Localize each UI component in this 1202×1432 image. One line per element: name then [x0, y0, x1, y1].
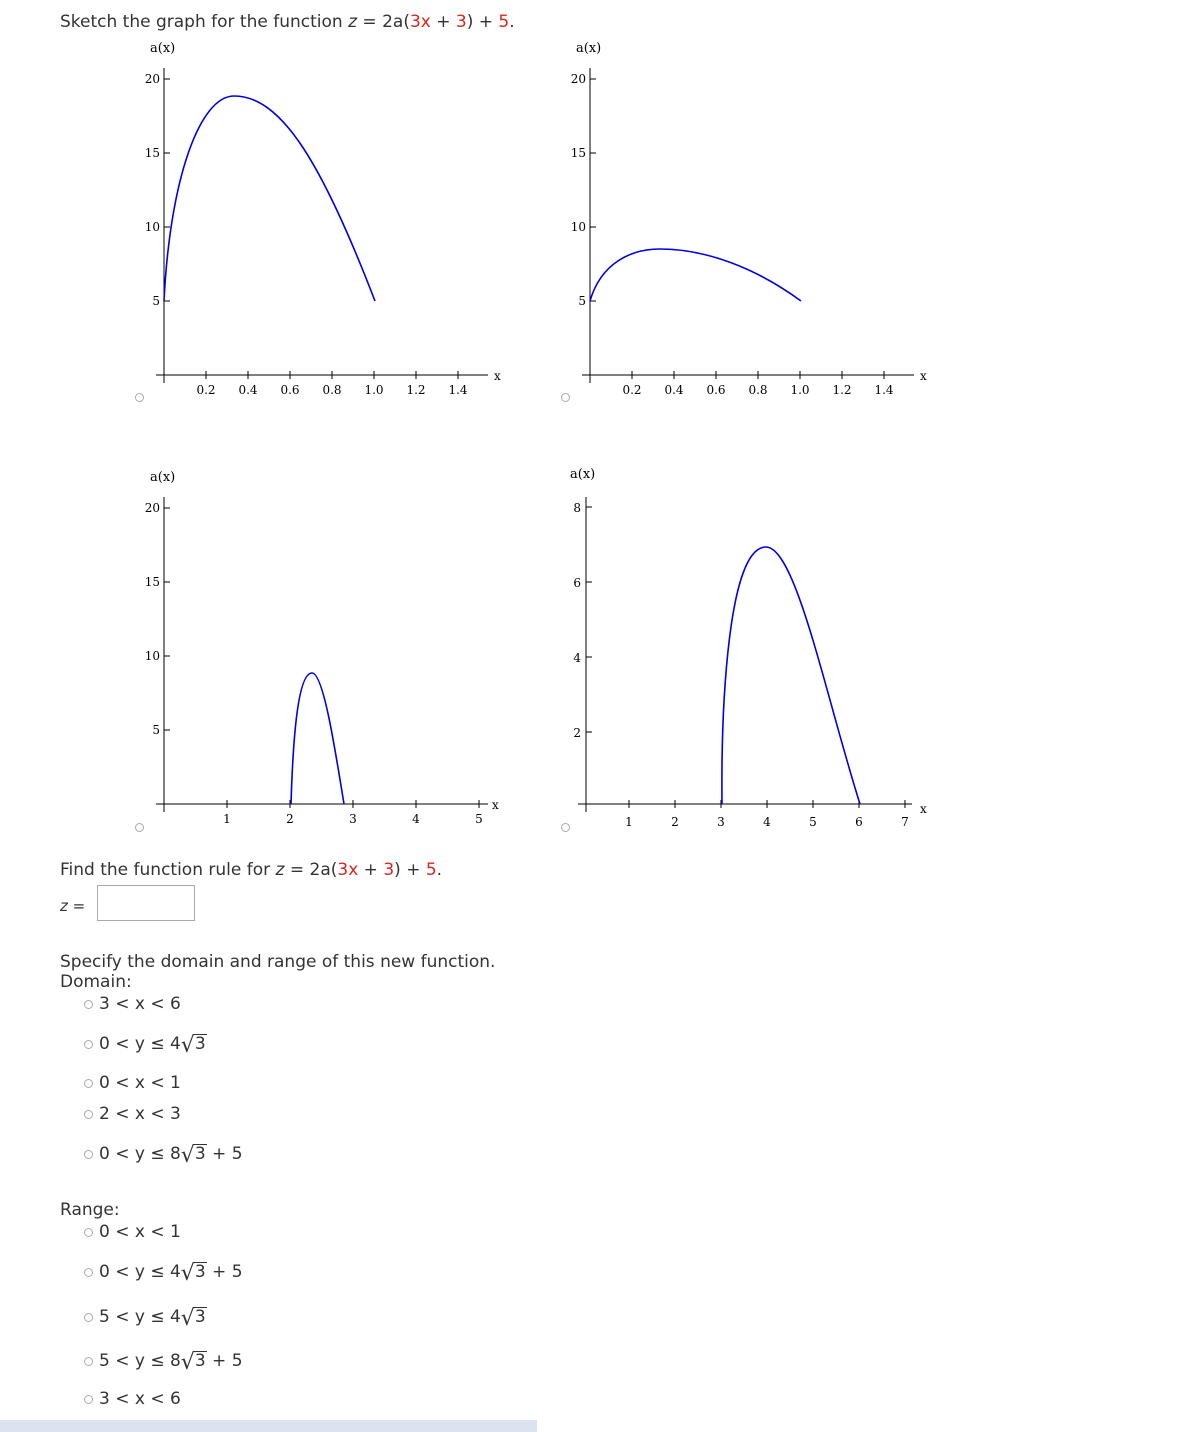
question-function-rule-prompt: Find the function rule for z = 2a(3x + 3) + 5. [60, 860, 443, 880]
x-tick-label: 0.4 [664, 383, 684, 397]
y-tick-label: 10 [144, 649, 160, 663]
y-tick-label: 10 [144, 220, 160, 234]
x-tick-label: 0.2 [196, 383, 216, 397]
y-tick-label: 15 [144, 146, 160, 160]
range-option[interactable]: 5 < y ≤ 4√3 [84, 1303, 207, 1328]
y-tick-label: 2 [573, 726, 581, 740]
range-option[interactable]: 0 < x < 1 [84, 1222, 181, 1242]
function-rule-input[interactable] [97, 885, 195, 921]
x-tick-label: 4 [763, 815, 771, 829]
curve-d [722, 547, 860, 804]
curve-c [291, 673, 344, 804]
y-tick-label: 15 [570, 146, 586, 160]
y-tick-label: 5 [152, 723, 160, 737]
domain-option[interactable]: 0 < y ≤ 8√3 + 5 [84, 1140, 243, 1165]
domain-option[interactable]: 0 < y ≤ 4√3 [84, 1030, 207, 1055]
x-tick-label: 0.4 [238, 383, 258, 397]
graph-d-svg [556, 467, 936, 837]
y-tick-label: 5 [152, 294, 160, 308]
x-tick-label: 7 [901, 815, 909, 829]
x-tick-label: 1 [223, 812, 231, 826]
y-axis-label: a(x) [570, 467, 596, 482]
domain-radio[interactable] [84, 1079, 93, 1088]
question-sketch-prompt: Sketch the graph for the function z = 2a(3x + 3) + 5. [60, 12, 515, 32]
footer-bar [0, 1420, 537, 1432]
domain-label: Domain: [60, 972, 132, 992]
graph-option-b [556, 38, 936, 413]
x-tick-label: 0.2 [622, 383, 642, 397]
graph-b-svg [556, 38, 936, 408]
y-tick-label: 8 [573, 501, 581, 515]
y-axis-label: a(x) [150, 470, 176, 485]
y-tick-label: 4 [573, 651, 581, 665]
domain-range-prompt: Specify the domain and range of this new function. [60, 952, 496, 972]
x-tick-label: 2 [286, 812, 294, 826]
x-tick-label: 1.2 [406, 383, 426, 397]
sqrt-symbol: √3 [180, 1350, 206, 1375]
sqrt-symbol: √3 [180, 1033, 206, 1058]
y-axis-label: a(x) [576, 41, 602, 56]
x-axis-label: x [920, 802, 927, 816]
domain-radio[interactable] [84, 1040, 93, 1049]
graph-b-radio[interactable] [561, 393, 570, 402]
range-radio[interactable] [84, 1395, 93, 1404]
x-tick-label: 5 [475, 812, 483, 826]
range-option[interactable]: 0 < y ≤ 4√3 + 5 [84, 1258, 243, 1283]
y-tick-label: 20 [144, 501, 160, 515]
x-tick-label: 1 [625, 815, 633, 829]
x-tick-label: 4 [412, 812, 420, 826]
y-tick-label: 5 [578, 294, 586, 308]
sqrt-symbol: √3 [180, 1306, 206, 1331]
graph-c-radio[interactable] [135, 823, 144, 832]
x-tick-label: 0.8 [322, 383, 342, 397]
x-tick-label: 1.0 [790, 383, 810, 397]
y-tick-label: 6 [573, 576, 581, 590]
y-tick-label: 15 [144, 575, 160, 589]
curve-a [164, 96, 375, 301]
x-tick-label: 1.2 [832, 383, 852, 397]
range-radio[interactable] [84, 1268, 93, 1277]
x-tick-label: 1.0 [364, 383, 384, 397]
x-tick-label: 0.6 [280, 383, 300, 397]
x-tick-label: 1.4 [448, 383, 468, 397]
x-axis-label: x [920, 369, 927, 383]
range-option[interactable]: 3 < x < 6 [84, 1389, 181, 1409]
x-tick-label: 0.8 [748, 383, 768, 397]
range-radio[interactable] [84, 1357, 93, 1366]
x-tick-label: 5 [809, 815, 817, 829]
curve-b [590, 249, 801, 301]
x-axis-label: x [492, 798, 499, 812]
sqrt-symbol: √3 [180, 1261, 206, 1286]
range-radio[interactable] [84, 1313, 93, 1322]
x-tick-label: 1.4 [874, 383, 894, 397]
graph-c-svg [130, 467, 510, 837]
y-axis-label: a(x) [150, 41, 176, 56]
y-tick-label: 10 [570, 220, 586, 234]
graph-option-c [130, 467, 510, 842]
x-tick-label: 3 [717, 815, 725, 829]
domain-option[interactable]: 3 < x < 6 [84, 994, 181, 1014]
x-tick-label: 2 [671, 815, 679, 829]
x-tick-label: 3 [349, 812, 357, 826]
domain-option[interactable]: 2 < x < 3 [84, 1104, 181, 1124]
y-tick-label: 20 [144, 72, 160, 86]
domain-radio[interactable] [84, 1150, 93, 1159]
graph-a-radio[interactable] [135, 393, 144, 402]
domain-radio[interactable] [84, 1110, 93, 1119]
range-label: Range: [60, 1200, 120, 1220]
x-axis-label: x [494, 369, 501, 383]
answer-label: z = [60, 897, 86, 915]
range-radio[interactable] [84, 1228, 93, 1237]
graph-d-radio[interactable] [561, 823, 570, 832]
graph-option-a [130, 38, 510, 413]
graph-a-svg [130, 38, 510, 408]
sqrt-symbol: √3 [180, 1143, 206, 1168]
x-tick-label: 0.6 [706, 383, 726, 397]
graph-option-d [556, 467, 936, 842]
domain-option[interactable]: 0 < x < 1 [84, 1073, 181, 1093]
y-tick-label: 20 [570, 72, 586, 86]
domain-radio[interactable] [84, 1000, 93, 1009]
x-tick-label: 6 [855, 815, 863, 829]
range-option[interactable]: 5 < y ≤ 8√3 + 5 [84, 1347, 243, 1372]
